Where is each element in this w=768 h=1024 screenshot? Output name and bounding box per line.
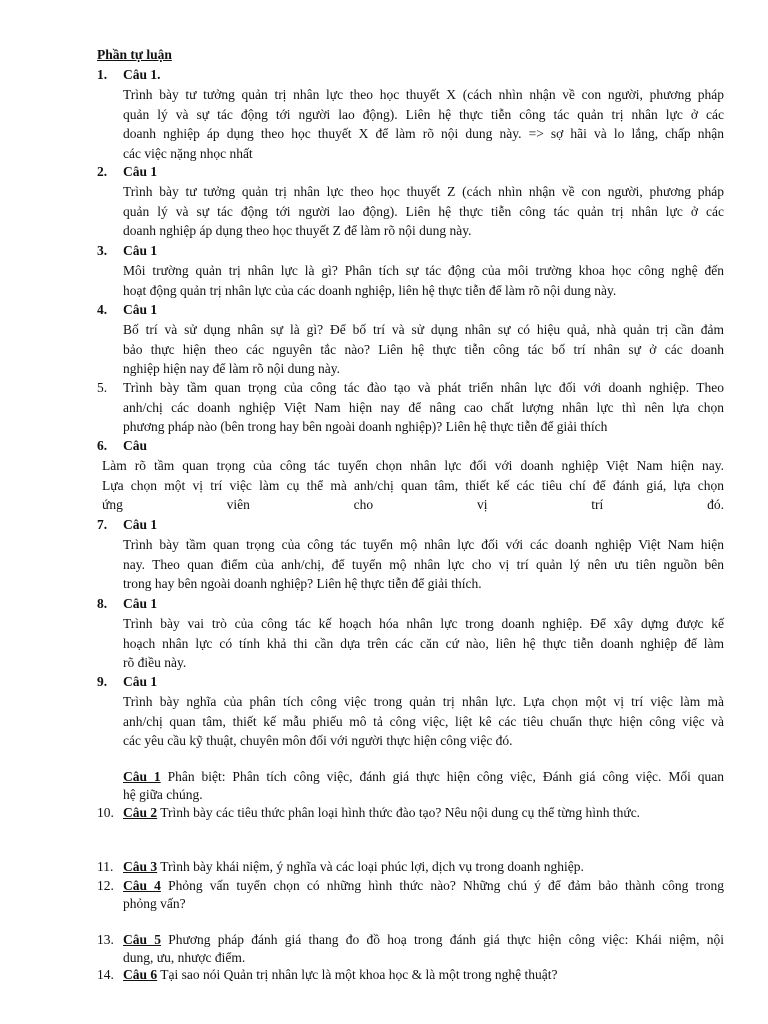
question-number: 11.: [97, 859, 114, 874]
item-number: 6.: [97, 438, 108, 453]
item-body-line: quản lý và sự tác động tới người lao động). Liên hệ thực tiễn công tác quản trị nhân lực ở các: [123, 203, 724, 219]
item-body-line: nay. Theo quan điểm của anh/chị, để tuyển mộ nhân lực cho vị trí quản lý nên ưu tiên nguồn bên: [123, 556, 724, 572]
item-body-line: phương pháp nào (bên trong hay bên ngoài doanh nghiệp)? Liên hệ thực tiễn để giải thích: [123, 419, 608, 434]
item-title: Câu 1: [123, 596, 158, 611]
question-line: hệ giữa chúng.: [123, 787, 203, 802]
item-body-line: doanh nghiệp áp dụng theo học thuyết Z để làm rõ nội dung này.: [123, 223, 472, 238]
question-label: Câu 6: [123, 967, 158, 982]
item-number: 8.: [97, 596, 108, 611]
item-number: 1.: [97, 67, 108, 82]
question-line: [123, 930, 724, 949]
item-body-line: nghiệp hiện nay để làm rõ nội dung này.: [123, 361, 340, 376]
item-body-line: doanh nghiệp áp dụng theo học thuyết X để làm rõ nội dung này. => sợ hãi và lo lắng, chấp nhận: [123, 126, 724, 141]
item-number: 3.: [97, 243, 108, 258]
item-number: 2.: [97, 164, 108, 179]
question-label: Câu 3: [123, 859, 158, 874]
section-heading: Phần tự luận: [97, 47, 172, 62]
item-title: Câu 1: [123, 674, 158, 689]
question-text: Trình bày khái niệm, ý nghĩa và các loại phúc lợi, dịch vụ trong doanh nghiệp.: [157, 859, 584, 874]
question-text: Trình bày các tiêu thức phân loại hình thức đào tạo? Nêu nội dung cụ thể từng hình thức.: [157, 805, 641, 820]
question-number: 12.: [97, 878, 114, 893]
item-body-line: Trình bày tư tưởng quản trị nhân lực theo học thuyết X (cách nhìn nhận về con người, phương pháp: [123, 87, 724, 102]
item-body-line: hoạch nhân lực có tính khả thi cần dựa trên các căn cứ nào, liên hệ thực tiễn doanh nghiệp để làm: [123, 635, 724, 651]
item-body-line: rõ điều này.: [123, 655, 187, 670]
question-label: Câu 4: [123, 878, 161, 893]
question-number: 10.: [97, 805, 114, 820]
item-body-line: Trình bày nghĩa của phân tích công việc trong quản trị nhân lực. Lựa chọn một vị trí việc làm mà: [123, 694, 724, 709]
question-line: [123, 767, 724, 786]
item-body-line: quản lý và sự tác động tới người lao động). Liên hệ thực tiễn công tác quản trị nhân lực ở các: [123, 106, 724, 122]
item-title: Câu 1: [123, 164, 158, 179]
item-body-line: anh/chị quan tâm, thiết kế mẫu phiếu mô tả công việc, liệt kê các tiêu chuẩn thực hiện công việc và: [123, 713, 724, 729]
question-text: Tại sao nói Quản trị nhân lực là một khoa học & là một trong nghệ thuật?: [157, 967, 558, 982]
item-body-line: các yêu cầu kỹ thuật, chuyên môn đối với người thực hiện công việc đó.: [123, 733, 513, 748]
item-body-line: Trình bày tư tưởng quản trị nhân lực theo học thuyết Z (cách nhìn nhận về con người, phương pháp: [123, 184, 724, 199]
item-body-line: Trình bày tầm quan trọng của công tác tuyển mộ nhân lực đối với các doanh nghiệp Việt Nam hiện: [123, 537, 724, 552]
question-text: Phỏng vấn tuyển chọn có những hình thức nào? Những chú ý để đảm bảo thành công trong: [160, 878, 724, 893]
question-number: 13.: [97, 932, 114, 947]
item-number: 7.: [97, 517, 108, 532]
item-title: Câu: [123, 438, 148, 453]
question-text: Phương pháp đánh giá thang đo đồ hoạ trong đánh giá thực hiện công việc: Khái niệm, nội: [161, 932, 725, 947]
item-body-line: hoạt động quản trị nhân lực của các doanh nghiệp, liên hệ thực tiễn để làm rõ nội dung này.: [123, 282, 617, 298]
item-number: 4.: [97, 302, 108, 317]
question-line: [123, 965, 724, 984]
item-body-line: Trình bày vai trò của công tác kế hoạch hóa nhân lực trong doanh nghiệp. Để xây dựng được kế: [123, 616, 724, 631]
question-line: [123, 876, 724, 895]
question-line: dung, ưu, nhược điểm.: [123, 950, 246, 965]
item-title: Câu 1: [123, 302, 158, 317]
question-line: [123, 803, 724, 822]
item-body-line: bảo thực hiện theo các nguyên tắc nào? Liên hệ thực tiễn công tác bố trí nhân sự ở các doanh: [123, 341, 724, 357]
item-body-line: Làm rõ tầm quan trọng của công tác tuyển chọn nhân lực đối với doanh nghiệp Việt Nam hiện nay.: [102, 458, 724, 473]
item-title: Câu 1: [123, 517, 158, 532]
question-line: phỏng vấn?: [123, 896, 186, 911]
item-body-line: Bố trí và sử dụng nhân sự là gì? Để bố trí và sử dụng nhân sự có hiệu quả, nhà quản trị cần đảm: [123, 322, 724, 337]
question-label: Câu 2: [123, 805, 158, 820]
question-label: Câu 1: [123, 769, 161, 784]
item-body-line: ứng viên cho vị trí đó.: [102, 497, 724, 512]
question-number: 14.: [97, 967, 114, 982]
item-body-line: các việc nặng nhọc nhất: [123, 145, 253, 161]
question-line: [123, 857, 724, 876]
item-title: Câu 1.: [123, 67, 161, 82]
item-number: 5.: [97, 380, 108, 395]
item-title: Câu 1: [123, 243, 158, 258]
question-text: Phân biệt: Phân tích công việc, đánh giá thực hiện công việc, Đánh giá công việc. Mối quan: [160, 769, 725, 784]
item-body-line: Lựa chọn một vị trí việc làm cụ thể mà anh/chị quan tâm, thiết kế các tiêu chí để đánh giá, lựa chọn: [102, 477, 724, 493]
item-number: 9.: [97, 674, 108, 689]
question-label: Câu 5: [123, 932, 162, 947]
item-body-line: Môi trường quản trị nhân lực là gì? Phân tích sự tác động của môi trường khoa học công nghệ đến: [123, 263, 724, 278]
item-body-line: trong hay bên ngoài doanh nghiệp? Liên hệ thực tiễn để giải thích.: [123, 576, 482, 591]
item-body-line: anh/chị các doanh nghiệp Việt Nam hiện nay để nâng cao chất lượng nhân lực thì nên lựa chọn: [123, 399, 724, 415]
item-body-line: Trình bày tầm quan trọng của công tác đào tạo và phát triển nhân lực đối với doanh nghiệp. Theo: [123, 380, 724, 395]
